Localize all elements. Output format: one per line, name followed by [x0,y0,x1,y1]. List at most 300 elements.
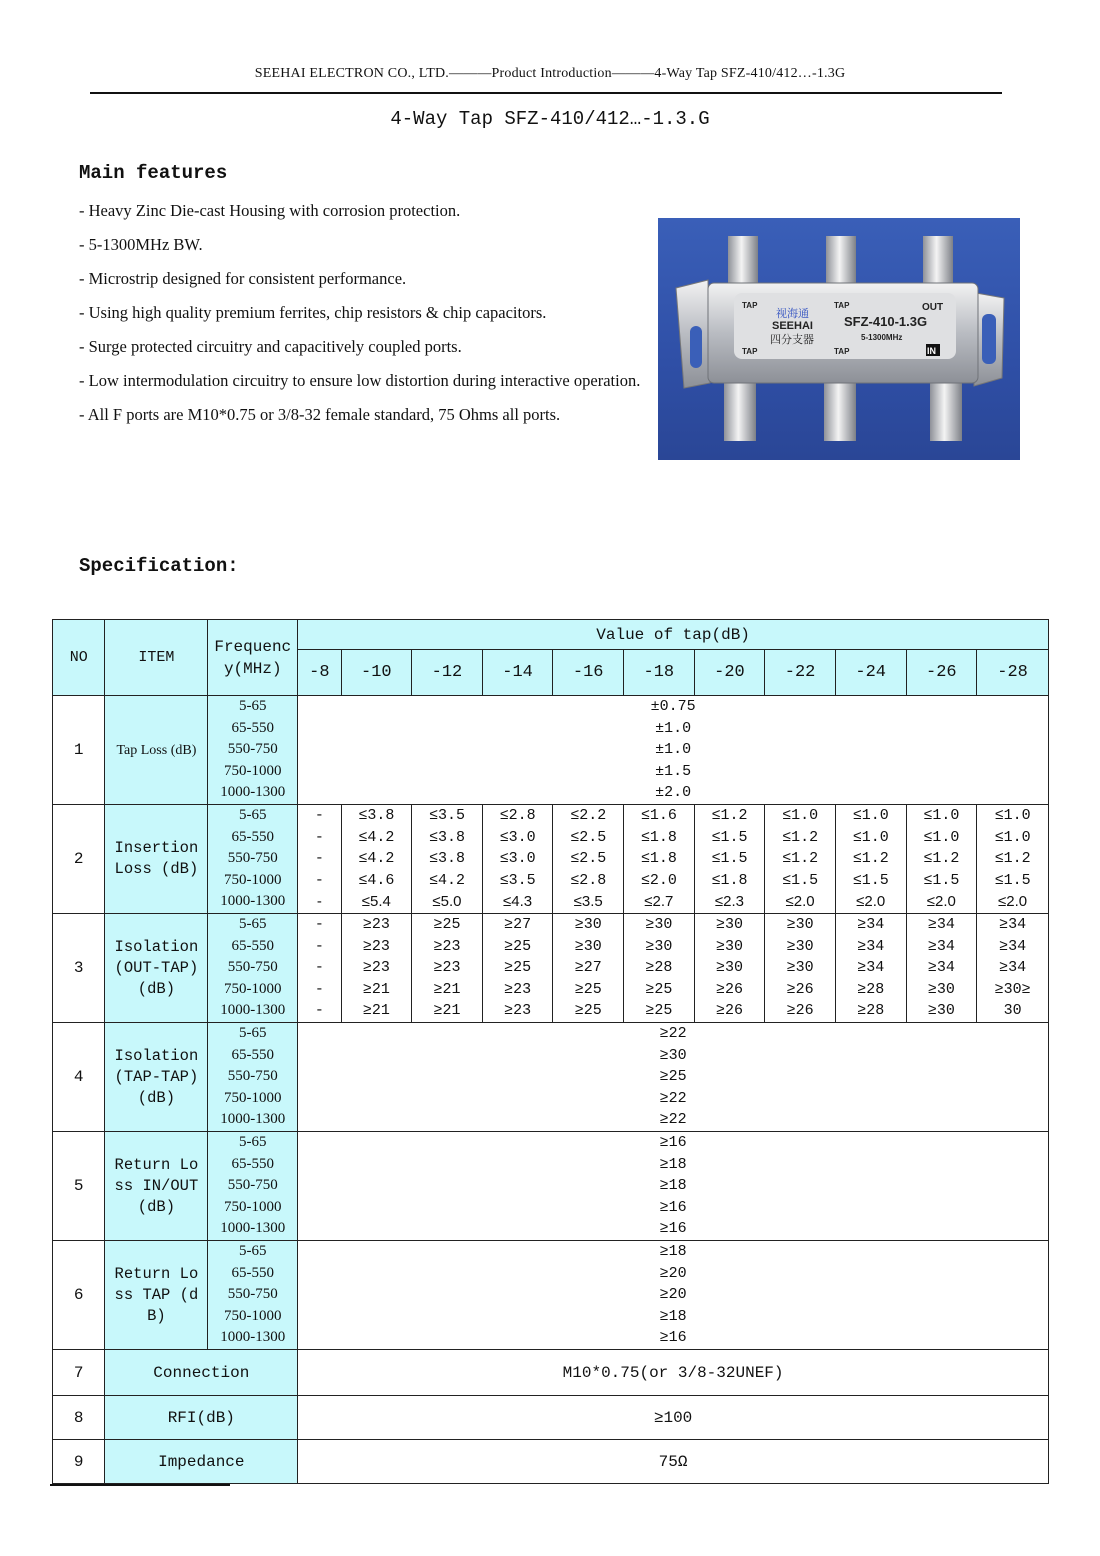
cell-line: ≥23 [433,959,461,977]
cell-line: 65-550 [231,828,274,845]
span-values [298,696,1049,805]
cell-line: ≤2.0 [785,893,815,911]
row-item: Isolation(TAP-TAP) (dB) [105,1023,208,1132]
cell-line: 1000-1300 [220,1002,286,1019]
cell-line: ≤1.0 [923,828,960,846]
value-list [907,805,977,913]
cell-line: ≥30 [574,937,602,955]
tap-header: -16 [553,650,624,696]
cell-line: ≤3.8 [358,807,395,825]
cell-line: ≤1.8 [711,871,748,889]
feature-item: - 5-1300MHz BW. [79,235,203,254]
cell-line: ≤3.8 [428,828,465,846]
tap-value-cell [694,914,765,1023]
cell-line: ≤2.5 [570,828,607,846]
freq-cell [208,1023,298,1132]
value-list [977,805,1048,913]
cell-line: ≥34 [857,916,885,934]
tap-header: -28 [977,650,1049,696]
cell-line: 65-550 [231,1046,274,1063]
cell-line: ≥34 [999,937,1027,955]
value-list [907,914,977,1022]
value-list [298,1241,1048,1349]
product-cn: 四分支器 [770,333,814,346]
cell-line: - [314,828,324,846]
cell-line: ≥30≥ [994,980,1031,998]
cell-line: - [314,916,324,934]
spec-row [53,1350,1049,1396]
cell-line: ≤4.3 [503,893,533,911]
features-heading: Main features [79,162,228,184]
cell-line: ≤2.0 [640,871,677,889]
cell-line: ≥18 [659,1307,687,1325]
brand-logo: SEEHAI [772,320,813,332]
cell-line: ≥26 [786,1002,814,1020]
cell-line: 5-65 [239,1134,267,1151]
cell-line: ±1.0 [655,719,692,737]
row-item: Impedance [105,1440,298,1484]
cell-line: - [314,980,324,998]
cell-line: ≤1.8 [640,828,677,846]
cell-line: ≤3.5 [573,893,603,911]
cell-line: 550-750 [227,741,278,758]
freq-cell [208,1132,298,1241]
tap-value-cell [553,805,624,914]
cell-line: 750-1000 [224,980,282,997]
cell-line: ≤1.2 [852,850,889,868]
tap-header: -18 [624,650,695,696]
cell-line: 750-1000 [224,762,282,779]
cell-line: ≤5.4 [361,893,391,911]
port-label-tap: TAP [742,347,758,356]
cell-line: ≤1.2 [711,807,748,825]
row-item: Connection [105,1350,298,1396]
tap-header: -22 [765,650,836,696]
cell-line: ≥25 [574,980,602,998]
cell-line: ≤1.5 [711,850,748,868]
value-list [483,805,553,913]
cell-line: ≥30 [927,1002,955,1020]
cell-line: ±1.0 [655,741,692,759]
cell-line: ≤1.5 [852,871,889,889]
spec-row [53,1023,1049,1132]
spec-row [53,696,1049,805]
cell-line: 1000-1300 [220,784,286,801]
bottom-connectors [724,383,962,441]
running-header: SEEHAI ELECTRON CO., LTD.———Product Introduction———4-Way Tap SFZ-410/412…-1.3G [254,66,846,81]
cell-line: ≥23 [504,1002,532,1020]
tap-value-cell [624,805,695,914]
tap-value-cell [482,914,553,1023]
freq-cell [208,805,298,914]
cell-line: 65-550 [231,719,274,736]
cell-line: - [316,893,322,911]
cell-line: 750-1000 [224,1089,282,1106]
value-list [298,1023,1048,1131]
cell-line: ≥25 [433,916,461,934]
cell-line: - [314,807,324,825]
cell-line: 65-550 [231,1264,274,1281]
cell-line: 65-550 [231,1155,274,1172]
value-list [412,805,482,913]
value-list [765,805,835,913]
cell-line: ≥34 [857,959,885,977]
tap-value-cell [835,914,906,1023]
cell-line: ≥34 [927,937,955,955]
cell-line: - [314,850,324,868]
cell-line: ≥25 [504,959,532,977]
cell-line: ≤2.8 [570,871,607,889]
splitter-illustration [658,218,1020,460]
cell-line: ≤3.0 [499,850,536,868]
cell-line: ≥16 [659,1134,687,1152]
row-item: Insertion Loss (dB) [105,805,208,914]
port-label-in: IN [927,346,936,356]
top-connectors [728,236,953,288]
cell-line: ≤2.0 [926,893,956,911]
cell-line: ≥22 [659,1025,687,1043]
tap-header: -10 [341,650,412,696]
freq-list [208,805,297,913]
cell-line: ≥18 [659,1155,687,1173]
cell-line: ≤1.6 [640,807,677,825]
cell-line: ≥23 [362,937,390,955]
cell-line: ≤3.5 [428,807,465,825]
header-row [53,620,1049,650]
cell-line: ≥30 [574,916,602,934]
cell-line: 1000-1300 [220,1111,286,1128]
cell-line: ≥18 [659,1177,687,1195]
cell-line: 550-750 [227,1177,278,1194]
cell-line: - [314,871,324,889]
cell-line: - [314,937,324,955]
row-item: RFI(dB) [105,1396,298,1440]
cell-line: ≥30 [645,937,673,955]
cell-line: ≤1.2 [923,850,960,868]
cell-line: ≥30 [786,937,814,955]
row-number: 4 [53,1023,105,1132]
cell-line: ≥34 [999,959,1027,977]
cell-line: 1000-1300 [220,893,286,910]
cell-line: ≥34 [857,937,885,955]
row-item: Isolation(OUT-TAP) (dB) [105,914,208,1023]
cell-line: ≤4.2 [358,850,395,868]
tap-value-cell [341,914,412,1023]
cell-line: ≥28 [857,980,885,998]
cell-line: ≥34 [999,916,1027,934]
cell-line: ≥30 [786,916,814,934]
value-list [298,1132,1048,1240]
cell-line: ≥25 [645,980,673,998]
tap-value-cell [765,805,836,914]
feature-item: - Surge protected circuitry and capacitively coupled ports. [79,337,462,356]
freq-list [208,696,297,804]
cell-line: 1000-1300 [220,1329,286,1346]
tap-value-cell [412,805,483,914]
tap-header: -26 [906,650,977,696]
cell-line: ≥21 [433,980,461,998]
cell-line: ≥20 [659,1264,687,1282]
value-list [695,805,765,913]
port-label-tap: TAP [834,347,850,356]
cell-line: ±1.5 [655,762,692,780]
feature-item: - Microstrip designed for consistent performance. [79,269,407,288]
cell-line: ≤1.0 [994,807,1031,825]
col-no-header: NO [53,620,105,696]
cell-line: ≤2.3 [714,893,745,911]
spec-row [53,1440,1049,1484]
tap-value-cell [298,914,341,1023]
cell-line: 5-65 [239,807,267,824]
cell-line: ≤5.0 [432,893,462,911]
cell-line: 550-750 [227,959,278,976]
cell-line: ≥25 [504,937,532,955]
cell-line: ≤1.0 [994,828,1031,846]
cell-line: 750-1000 [224,871,282,888]
cell-line: ≥25 [574,1002,602,1020]
page-title: 4-Way Tap SFZ-410/412…-1.3.G [390,108,710,130]
value-list [765,914,835,1022]
cell-line: ≤2.2 [570,807,607,825]
feature-item: - Heavy Zinc Die-cast Housing with corrosion protection. [79,201,461,220]
cell-line: ≤1.2 [782,850,819,868]
tap-value-cell [482,805,553,914]
col-value-header: Value of tap(dB) [298,620,1049,650]
tap-header: -24 [835,650,906,696]
cell-line: ≥25 [659,1068,687,1086]
cell-line: ≥25 [645,1002,673,1020]
span-values [298,1132,1049,1241]
tap-header: -14 [482,650,553,696]
cell-line: ≤2.7 [644,893,674,911]
cell-line: ≥21 [433,1002,461,1020]
cell-line: ≥26 [786,980,814,998]
cell-line: ≤1.2 [782,828,819,846]
tap-value-cell [906,914,977,1023]
cell-line: - [314,1002,324,1020]
value-list [298,696,1048,804]
cell-line: ≥27 [574,959,602,977]
cell-line: ≤2.0 [856,893,886,911]
model-label: SFZ-410-1.3G [844,314,928,329]
tap-value-cell [298,805,341,914]
cell-line: - [314,959,324,977]
cell-line: ≤1.0 [852,807,889,825]
cell-line: ≤4.2 [428,871,465,889]
freq-list [208,1023,297,1131]
spec-heading: Specification: [79,555,239,577]
tap-value-cell [694,805,765,914]
value-list [624,914,694,1022]
tap-value-cell [412,914,483,1023]
tap-value-cell [977,805,1049,914]
row-value: 75Ω [298,1440,1049,1484]
cell-line: 750-1000 [224,1307,282,1324]
cell-line: ≥26 [715,980,743,998]
row-number: 8 [53,1396,105,1440]
row-item: Return Loss IN/OUT (dB) [105,1132,208,1241]
tap-value-cell [341,805,412,914]
cell-line: 5-65 [239,916,267,933]
cell-line: 5-65 [239,1025,267,1042]
tap-value-cell [553,914,624,1023]
cell-line: ≥30 [715,937,743,955]
row-number: 2 [53,805,105,914]
header-rule [90,92,1002,94]
cell-line: ≥23 [504,980,532,998]
cell-line: ≥23 [433,937,461,955]
cell-line: 65-550 [231,937,274,954]
cell-line: ≥30 [786,959,814,977]
span-values [298,1023,1049,1132]
cell-line: ≤1.0 [923,807,960,825]
tap-header: -20 [694,650,765,696]
freq-list [208,914,297,1022]
cell-line: ≤3.8 [428,850,465,868]
cell-line: ≥16 [659,1198,687,1216]
cell-line: ≤3.0 [499,828,536,846]
row-item: Tap Loss (dB) [105,696,208,805]
cell-line: ≥22 [659,1111,687,1129]
row-number: 1 [53,696,105,805]
value-list [836,805,906,913]
feature-item: - Using high quality premium ferrites, chip resistors & chip capacitors. [79,303,547,322]
cell-line: ≤2.0 [998,893,1028,911]
cell-line: ≤4.2 [358,828,395,846]
freq-cell [208,696,298,805]
value-list [553,805,623,913]
col-freq-header: Frequency(MHz) [208,620,298,696]
port-label-out: OUT [922,302,944,313]
tap-header: -12 [412,650,483,696]
cell-line: ≥28 [645,959,673,977]
tap-value-cell [624,914,695,1023]
cell-line: ±0.75 [650,698,696,716]
value-list [412,914,482,1022]
span-values [298,1241,1049,1350]
spec-row [53,914,1049,1023]
cell-line: ±2.0 [655,784,692,802]
cell-line: ≥34 [927,959,955,977]
value-list [695,914,765,1022]
tap-value-cell [835,805,906,914]
cell-line: 550-750 [227,1068,278,1085]
freq-list [208,1132,297,1240]
row-number: 7 [53,1350,105,1396]
cell-line: 550-750 [227,1286,278,1303]
cell-line: ≥21 [362,1002,390,1020]
cell-line: 5-65 [239,698,267,715]
cell-line: ≥21 [362,980,390,998]
cell-line: 5-65 [239,1243,267,1260]
cell-line: ≤1.2 [994,850,1031,868]
value-list [624,805,694,913]
cell-line: ≥30 [927,980,955,998]
spec-row [53,1396,1049,1440]
cell-line: ≤2.8 [499,807,536,825]
cell-line: ≥30 [715,916,743,934]
features-list [79,198,642,436]
spec-row [53,805,1049,914]
cell-line: ≥34 [927,916,955,934]
cell-line: ≥30 [715,959,743,977]
value-list [483,914,553,1022]
cell-line: ≤1.5 [923,871,960,889]
cell-line: ≥28 [857,1002,885,1020]
cell-line: ≥16 [659,1329,687,1347]
band-label: 5-1300MHz [861,333,903,342]
spec-table [52,619,1049,1484]
row-value: M10*0.75(or 3/8-32UNEF) [298,1350,1049,1396]
col-item-header: ITEM [105,620,208,696]
spec-row [53,1241,1049,1350]
cell-line: ≤1.5 [782,871,819,889]
tap-value-cell [977,914,1049,1023]
tap-header: -8 [298,650,341,696]
cell-line: ≥30 [645,916,673,934]
cell-line: 550-750 [227,850,278,867]
cell-line: ≤1.0 [852,828,889,846]
cell-line: 750-1000 [224,1198,282,1215]
port-label-tap: TAP [834,301,850,310]
cell-line: ≤1.8 [640,850,677,868]
cell-line: ≤4.6 [358,871,395,889]
freq-cell [208,1241,298,1350]
row-item: Return Loss TAP (dB) [105,1241,208,1350]
cell-line: 1000-1300 [220,1220,286,1237]
spec-row [53,1132,1049,1241]
value-list [298,914,340,1022]
cell-line: ≤2.5 [570,850,607,868]
cell-line: ≥18 [659,1243,687,1261]
cell-line: ≥22 [659,1089,687,1107]
cell-line: ≥26 [715,1002,743,1020]
brand-cn: 视海通 [776,307,809,320]
value-list [342,914,412,1022]
row-number: 5 [53,1132,105,1241]
cell-line: ≥20 [659,1286,687,1304]
cell-line: 30 [1003,1002,1022,1020]
value-list [977,914,1048,1022]
freq-list [208,1241,297,1349]
value-list [342,805,412,913]
cell-line: ≤1.5 [994,871,1031,889]
port-label-tap: TAP [742,301,758,310]
feature-item: - All F ports are M10*0.75 or 3/8-32 female standard, 75 Ohms all ports. [79,405,561,424]
cell-line: ≥30 [659,1046,687,1064]
product-photo [658,218,1020,460]
feature-item: - Low intermodulation circuitry to ensure low distortion during interactive operation. [79,371,641,390]
cell-line: ≤1.5 [711,828,748,846]
cell-line: ≤1.0 [782,807,819,825]
value-list [836,914,906,1022]
value-list [553,914,623,1022]
row-value: ≥100 [298,1396,1049,1440]
row-number: 9 [53,1440,105,1484]
row-number: 3 [53,914,105,1023]
tap-value-cell [765,914,836,1023]
cell-line: ≥27 [504,916,532,934]
cell-line: ≥16 [659,1220,687,1238]
row-number: 6 [53,1241,105,1350]
end-rule [50,1484,230,1486]
cell-line: ≥23 [362,959,390,977]
tap-value-cell [906,805,977,914]
cell-line: ≥23 [362,916,390,934]
freq-cell [208,914,298,1023]
cell-line: ≤3.5 [499,871,536,889]
value-list [298,805,340,913]
